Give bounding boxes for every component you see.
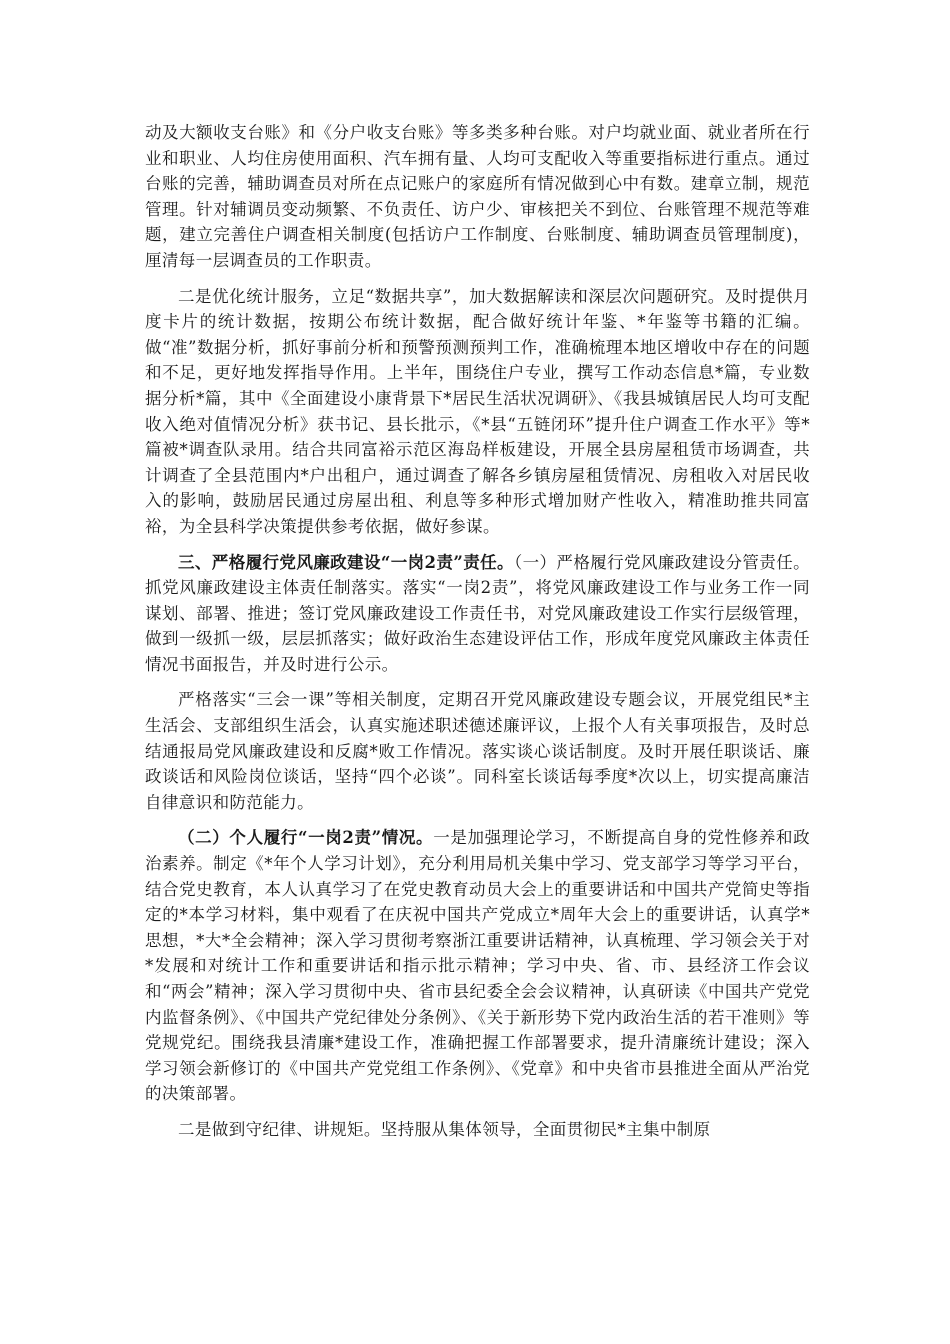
paragraph-text: （一）严格履行党风廉政建设分管责任。抓党风廉政建设主体责任制落实。落实“一岗2责”，将党风廉政建设工作与业务工作一同谋划、部署、推进；签订党风廉政建设工作责任书，对党风廉政建设工作实行层级管理，做到一级抓一级，层层抓落实；做好政治生态建设评估工作，形成年度党风廉政主体责任情况书面报告，并及时进行公示。	[145, 552, 810, 674]
paragraph-text: 动及大额收支台账》和《分户收支台账》等多类多种台账。对户均就业面、就业者所在行业和职业、人均住房使用面积、汽车拥有量、人均可支配收入等重要指标进行重点。通过台账的完善，辅助调查员对所在点记账户的家庭所有情况做到心中有数。建章立制，规范管理。针对辅调员变动频繁、不负责任、访户少、审核把关不到位、台账管理不规范等难题，建立完善住户调查相关制度(包括访户工作制度、台账制度、辅助调查员管理制度)，厘清每一层调查员的工作职责。	[145, 123, 810, 270]
paragraph-text: 二是优化统计服务，立足“数据共享”，加大数据解读和深层次问题研究。及时提供月度卡片的统计数据，按期公布统计数据，配合做好统计年鉴、*年鉴等书籍的汇编。做“准”数据分析，抓好事前分析和预警预测预判工作，准确梳理本地区增收中存在的问题和不足，更好地发挥指导作用。上半年，围绕住户专业，撰写工作动态信息*篇，专业数据分析*篇，其中《全面建设小康背景下*居民生活状况调研》、《我县城镇居民人均可支配收入绝对值情况分析》获书记、县长批示，《*县“五链闭环”提升住户调查工作水平》等*篇被*调查队录用。结合共同富裕示范区海岛样板建设，开展全县房屋租赁市场调查，共计调查了全县范围内*户出租户，通过调查了解各乡镇房屋租赁情况、房租收入对居民收入的影响，鼓励居民通过房屋出租、利息等多种形式增加财产性收入，精准助推共同富裕，为全县科学决策提供参考依据，做好参谋。	[145, 286, 810, 536]
paragraph-statistics-service	[145, 284, 810, 540]
section-heading: 三、严格履行党风廉政建设“一岗2责”责任。	[178, 552, 514, 572]
paragraph-text: 一是加强理论学习，不断提高自身的党性修养和政治素养。制定《*年个人学习计划》，充分利用局机关集中学习、党支部学习等学习平台，结合党史教育，本人认真学习了在党史教育动员大会上的重要讲话和中国共产党简史等指定的*本学习材料，集中观看了在庆祝中国共产党成立*周年大会上的重要讲话，认真学*思想，*大*全会精神；深入学习贯彻考察浙江重要讲话精神，认真梳理、学习领会关于对*发展和对统计工作和重要讲话和指示批示精神；学习中央、省、市、县经济工作会议和“两会”精神；深入学习贯彻中央、省市县纪委全会会议精神，认真研读《中国共产党党内监督条例》、《中国共产党纪律处分条例》、《关于新形势下党内政治生活的若干准则》等党规党纪。围绕我县清廉*建设工作，准确把握工作部署要求，提升清廉统计建设；深入学习领会新修订的《中国共产党党组工作条例》、《党章》和中央省市县推进全面从严治党的决策部署。	[145, 828, 810, 1104]
paragraph-text: 严格落实“三会一课”等相关制度，定期召开党风廉政建设专题会议，开展党组民*主生活会、支部组织生活会，认真实施述职述德述廉评议，上报个人有关事项报告，及时总结通报局党风廉政建设和反腐*败工作情况。落实谈心谈话制度。及时开展任职谈话、廉政谈话和风险岗位谈话，坚持“四个必谈”。同科室长谈话每季度*次以上，切实提高廉洁自律意识和防范能力。	[145, 690, 810, 812]
subsection-heading: （二）个人履行“一岗2责”情况。	[178, 828, 434, 848]
document-page	[145, 120, 810, 1153]
paragraph-discipline	[145, 1117, 810, 1143]
paragraph-section-three	[145, 550, 810, 678]
paragraph-three-meetings	[145, 687, 810, 815]
paragraph-personal-duties	[145, 825, 810, 1107]
paragraph-text: 二是做到守纪律、讲规矩。坚持服从集体领导，全面贯彻民*主集中制原	[178, 1119, 711, 1139]
paragraph-ledger-management	[145, 120, 810, 274]
